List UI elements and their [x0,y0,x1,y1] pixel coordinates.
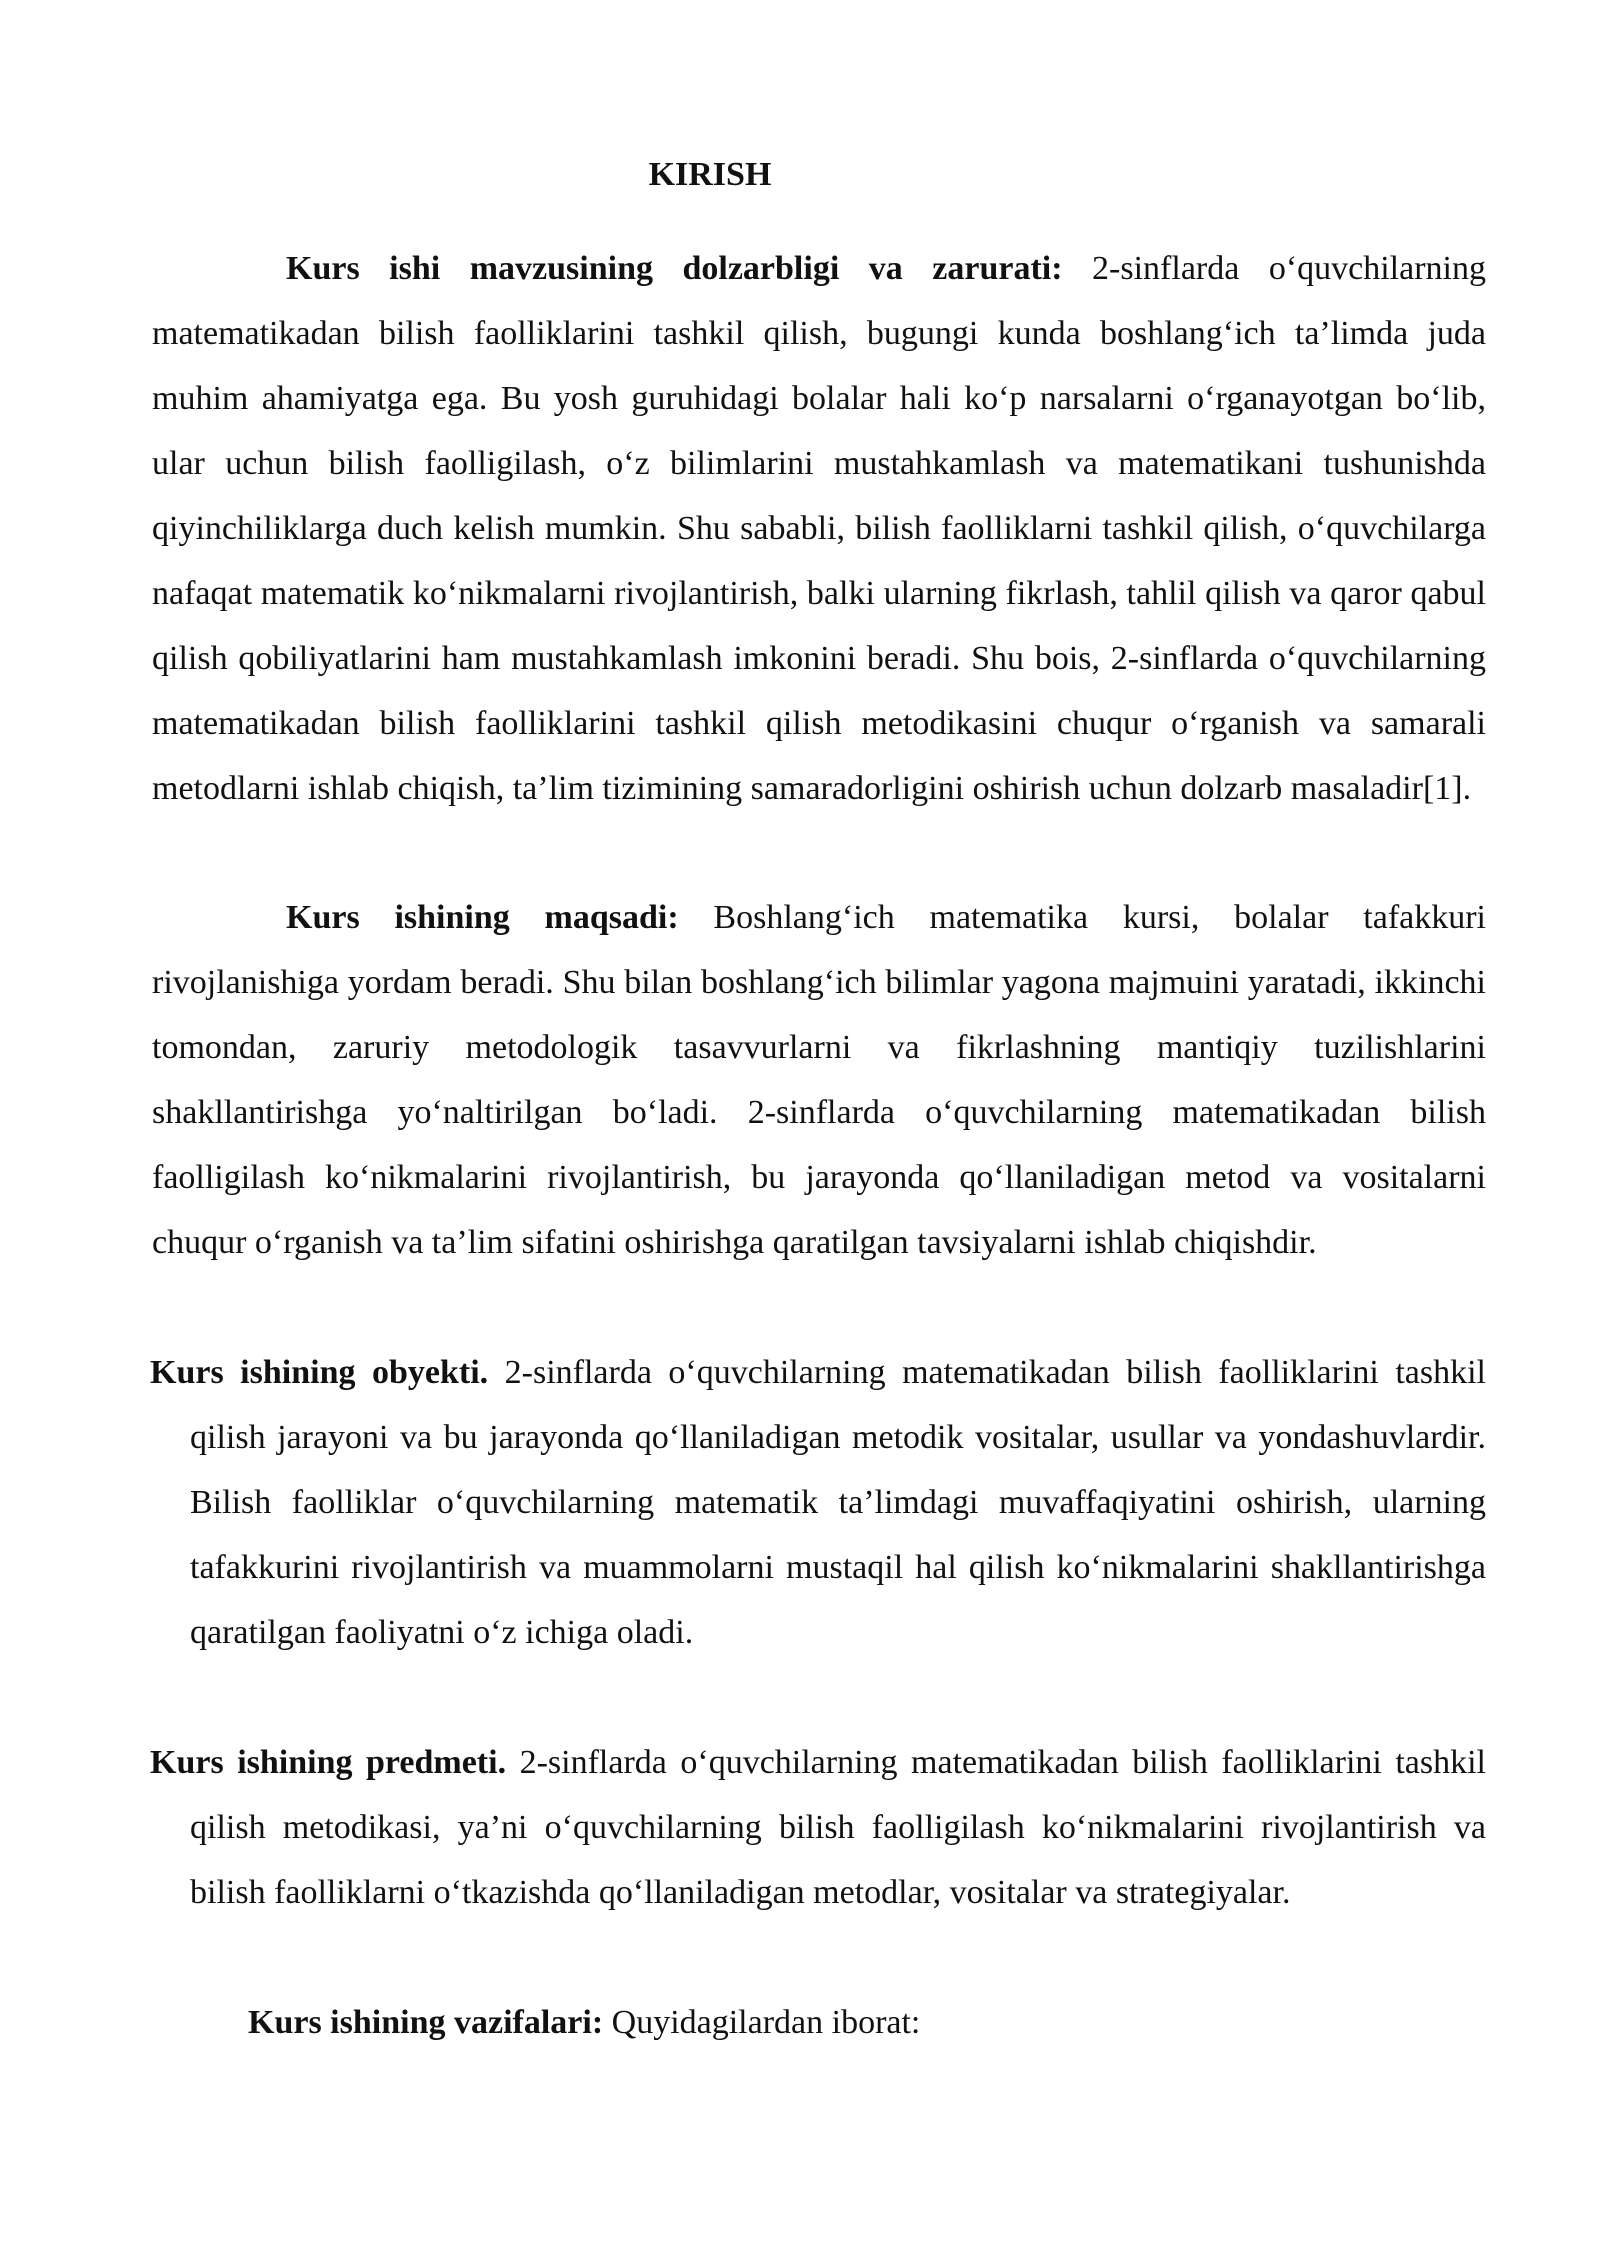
paragraph-heading: Kurs ishi mavzusining dolzarbligi va zarurati: [286,250,1063,287]
paragraph-heading: Kurs ishining obyekti. [150,1354,489,1391]
paragraph-relevance [152,236,1486,821]
paragraph-goal [152,885,1486,1275]
page-title: KIRISH [648,156,772,193]
paragraph-text: Boshlangʻich matematika kursi, bolalar tafakkuri rivojlanishiga yordam beradi. Shu bilan boshlangʻich bilimlar yagona majmuini yaratadi, ikkinchi tomondan, zaruriy metodologik tasavvurlarni va fikrlashning mantiqiy tuzilishlarini shakllantirishga yoʻnaltirilgan boʻladi. 2-sinflarda oʻquvchilarning matematikadan bilish faolligilash koʻnikmalarini rivojlantirish, bu jarayonda qoʻllaniladigan metod va vositalarni chuqur oʻrganish va ta’lim sifatini oshirishga qaratilgan tavsiyalarni ishlab chiqishdir. [152,899,1486,1261]
paragraph-subject [150,1730,1487,1925]
paragraph-heading: Kurs ishining maqsadi: [286,899,679,936]
paragraph-heading: Kurs ishining vazifalari: [248,2004,604,2041]
paragraph-tasks [152,1990,1486,2055]
paragraph-object [150,1340,1487,1665]
paragraph-text: 2-sinflarda oʻquvchilarning matematikadan bilish faolliklarini tashkil qilish jarayoni va bu jarayonda qoʻllaniladigan metodik vositalar, usullar va yondashuvlardir. Bilish faolliklar oʻquvchilarning matematik ta’limdagi muvaffaqiyatini oshirish, ularning tafakkurini rivojlantirish va muammolarni mustaqil hal qilish koʻnikmalarini shakllantirishga qaratilgan faoliyatni oʻz ichiga oladi. [190,1354,1487,1651]
paragraph-text: 2-sinflarda oʻquvchilarning matematikadan bilish faolliklarini tashkil qilish metodikasi, ya’ni oʻquvchilarning bilish faolligilash koʻnikmalarini rivojlantirish va bilish faolliklarni oʻtkazishda qoʻllaniladigan metodlar, vositalar va strategiyalar. [190,1744,1487,1911]
paragraph-text: 2-sinflarda oʻquvchilarning matematikadan bilish faolliklarini tashkil qilish, bugungi kunda boshlangʻich ta’limda juda muhim ahamiyatga ega. Bu yosh guruhidagi bolalar hali koʻp narsalarni oʻrganayotgan boʻlib, ular uchun bilish faolligilash, oʻz bilimlarini mustahkamlash va matematikani tushunishda qiyinchiliklarga duch kelish mumkin. Shu sababli, bilish faolliklarni tashkil qilish, oʻquvchilarga nafaqat matematik koʻnikmalarni rivojlantirish, balki ularning fikrlash, tahlil qilish va qaror qabul qilish qobiliyatlarini ham mustahkamlash imkonini beradi. Shu bois, 2-sinflarda oʻquvchilarning matematikadan bilish faolliklarini tashkil qilish metodikasini chuqur oʻrganish va samarali metodlarni ishlab chiqish, ta’lim tizimining samaradorligini oshirish uchun dolzarb masaladir[1]. [152,250,1486,807]
paragraph-text: Quyidagilardan iborat: [603,2004,921,2041]
paragraph-heading: Kurs ishining predmeti. [150,1744,507,1781]
